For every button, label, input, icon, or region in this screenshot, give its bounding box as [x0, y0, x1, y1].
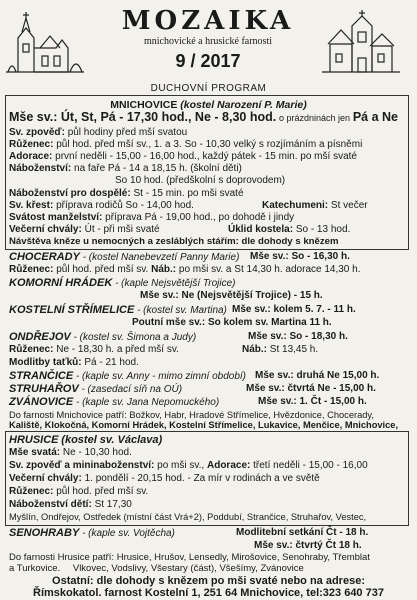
church-illustration-right [322, 8, 400, 74]
struharov-mass: Mše sv.: čtvrtá Ne - 15,00 h. [246, 383, 376, 394]
baptism-text: příprava rodičů So - 14,00 hod. [56, 200, 194, 211]
hrusice-rosary-line [9, 486, 148, 498]
mnichovice-holiday-days: Pá a Ne [352, 110, 398, 124]
hrusice-religion-line [9, 499, 132, 511]
marriage-label: Svátost manželství: [9, 212, 103, 223]
chocerady-rosary-text: půl hod. před mší sv. [56, 264, 149, 275]
hrusice-confession-line [9, 460, 368, 472]
zvanovice-mass: Mše sv.: 1. Čt - 15,00 h. [258, 396, 367, 407]
catechumen-label: Katechumeni: [262, 200, 329, 211]
struharov-church: - (zasedací síň na OÚ) [81, 384, 183, 395]
ondrejov-prayer-label: Modlitby taťků: [9, 357, 82, 368]
chocerady-rel-label: Náb.: [151, 264, 177, 275]
chocerady-church: - (kostel Nanebevzetí Panny Marie) [82, 252, 240, 263]
marriage-text: příprava Pá - 19,00 hod., po dohodě i jindy [105, 212, 295, 223]
parish-list-1: Do farnosti Mnichovice patří: Božkov, Habr, Hradové Střímelice, Hvězdonice, Chocerady, [9, 410, 374, 420]
visits-line: Návštěva kněze u nemocných a zesláblých stářím: dle dohody s knězem [9, 236, 339, 247]
strancice-line [9, 370, 246, 383]
chocerady-rel-text: po mši sv. a St 14,30 h. adorace 14,30 h. [178, 264, 361, 275]
strancice-church: - (kaple sv. Anny - mimo zimní období) [75, 371, 247, 382]
ondrejov-mass: Mše sv.: So - 18,30 h. [248, 331, 348, 342]
hrusice-confession-text: po mši sv., [157, 460, 205, 471]
baptism-label: Sv. křest: [9, 200, 54, 211]
mnichovice-mass-line [9, 111, 398, 125]
parish-list-line-3: Myšlín, Ondřejov, Ostředek (místní část Vrá+2), Poddubí, Strančice, Struhařov, Vestec, [9, 512, 367, 522]
hrusice-confession-label: Sv. zpověď a mininaboženství: [9, 460, 155, 471]
vespers-text: Út - při mši svaté [84, 224, 160, 235]
hrusice-heading [9, 434, 162, 447]
baptism-line [9, 200, 194, 212]
cleaning-label: Úklid kostela: [228, 224, 294, 235]
marriage-line [9, 212, 294, 224]
catechumen-text: St večer [330, 200, 368, 211]
ondrejov-rosary-line [9, 344, 179, 356]
chocerady-line [9, 251, 239, 264]
footer-line-2: Římskokatol. farnost Kostelní 1, 251 64 Mnichovice, tel:323 640 737 [33, 587, 384, 599]
cleaning-line [228, 224, 350, 236]
ondrejov-prayer-text: Pá - 21 hod. [84, 357, 139, 368]
ondrejov-name: ONDŘEJOV [9, 331, 71, 343]
religion-line [9, 163, 242, 175]
hrusice-vespers-text: 1. pondělí - 20,15 hod. - Za mír v rodinách a ve světě [84, 473, 320, 484]
senohraby-name: SENOHRABY [9, 527, 80, 539]
komorni-mass: Mše sv.: Ne (Nejsvětější Trojice) - 15 h. [140, 290, 323, 301]
religion-preschool: So 10 hod. (předškolní s doprovodem) [115, 175, 286, 186]
zvanovice-name: ZVÁNOVICE [9, 396, 74, 408]
hrusice-rosary-text: půl hod. před mší sv. [56, 486, 149, 497]
zvanovice-church: - (kaple sv. Jana Nepomuckého) [75, 397, 220, 408]
confession-text: půl hodiny před mší svatou [67, 127, 188, 138]
ondrejov-rel-line [242, 344, 318, 356]
chocerady-rosary-line [9, 264, 360, 276]
hrusice-list-line-2 [9, 563, 304, 575]
hrusice-name: HRUSICE [9, 434, 59, 446]
adoration-label: Adorace: [9, 151, 53, 162]
hrusice-adoration-label: Adorace: [206, 460, 251, 471]
ondrejov-rosary-label: Růženec: [9, 344, 54, 355]
hrusice-list-2: a Turkovice. [9, 563, 61, 574]
parish-list-line-1 [9, 410, 374, 421]
ondrejov-church: - (kostel sv. Šimona a Judy) [73, 332, 197, 343]
cleaning-text: So - 13 hod. [295, 224, 351, 235]
religion-text: na faře Pá - 14 a 18,15 h. (školní děti) [74, 163, 242, 174]
strimelice-pilgrimage: Poutní mše sv.: So kolem sv. Martina 11 h. [132, 317, 332, 328]
mnichovice-name: MNICHOVICE [110, 99, 178, 111]
parish-list-line-2: Kaliště, Klokočná, Komorní Hrádek, Kostelní Střímelice, Lukavice, Menčice, Mnichovice, [9, 420, 399, 430]
ondrejov-rel-label: Náb.: [242, 344, 267, 355]
bulletin-title: MOZAIKA [121, 6, 295, 36]
footer-line-1: Ostatní: dle dohody s knězem po mši svaté nebo na adrese: [52, 575, 365, 587]
confession-line [9, 127, 187, 139]
komorni-church: - (kaple Nejsvětější Trojice) [115, 278, 236, 289]
chocerady-mass: Mše sv.: So - 16,30 h. [250, 251, 350, 262]
struharov-line [9, 383, 182, 396]
komorni-line [9, 277, 235, 290]
senohraby-mass: Mše sv.: čtvrtý Čt 18 h. [254, 540, 362, 551]
hrusice-mass-text: Ne - 10,30 hod. [62, 447, 132, 458]
strimelice-church: - (kostel sv. Martina) [137, 305, 227, 316]
church-illustration-left [6, 8, 84, 74]
ondrejov-rel-text: St 13,45 h. [269, 344, 319, 355]
ondrejov-rosary-text: Ne - 18,30 h. a před mší sv. [56, 344, 179, 355]
struharov-name: STRUHAŘOV [9, 383, 79, 395]
mnichovice-mass: Mše sv.: Út, St, Pá - 17,30 hod., Ne - 8,30 hod. [9, 110, 277, 124]
adult-religion-line [9, 188, 244, 200]
adoration-line [9, 151, 357, 163]
vespers-line [9, 224, 160, 236]
hrusice-church: (kostel sv. Václava) [61, 434, 163, 446]
hrusice-vespers-line [9, 473, 320, 485]
vespers-label: Večerní chvály: [9, 224, 82, 235]
hrusice-mass-line [9, 447, 132, 459]
mnichovice-church: (kostel Narození P. Marie) [180, 99, 307, 111]
strimelice-line [9, 304, 227, 317]
hrusice-religion-text: St 17,30 [94, 499, 132, 510]
bulletin-subtitle: mnichovické a hrusické farnosti [143, 36, 272, 47]
program-heading: DUCHOVNÍ PROGRAM [150, 83, 267, 94]
adoration-text: první neděli - 15,00 - 16,00 hod., každý pátek - 15 min. po mší svaté [55, 151, 357, 162]
hrusice-adoration-text: třetí neděli - 15,00 - 16,00 [253, 460, 368, 471]
rosary-label: Růženec: [9, 139, 54, 150]
rosary-text: půl hod. před mší sv., 1. a 3. So - 10,30 velký s rozjímáním a písněmi [56, 139, 363, 150]
strancice-name: STRANČICE [9, 370, 74, 382]
confession-label: Sv. zpověď: [9, 127, 65, 138]
rosary-line [9, 139, 362, 151]
chocerady-name: CHOCERADY [9, 251, 80, 263]
strimelice-name: KOSTELNÍ STŘÍMELICE [9, 304, 135, 316]
senohraby-church: - (kaple sv. Vojtěcha) [82, 528, 175, 539]
adult-religion-text: St - 15 min. po mši svaté [133, 188, 244, 199]
catechumen-line [262, 200, 368, 212]
zvanovice-line [9, 396, 219, 409]
issue-number: 9 / 2017 [175, 51, 241, 71]
senohraby-line [9, 527, 175, 540]
parish-list-line-4: Vlkovec, Vodslivy, Všestary (část), Všešímy, Zvánovice [72, 563, 304, 574]
strancice-mass: Mše sv.: druhá Ne 15,00 h. [255, 370, 380, 381]
hrusice-religion-label: Náboženství dětí: [9, 499, 92, 510]
ondrejov-prayer-line [9, 357, 139, 369]
chocerady-rosary-label: Růženec: [9, 264, 54, 275]
adult-religion-label: Náboženství pro dospělé: [9, 188, 131, 199]
hrusice-vespers-label: Večerní chvály: [9, 473, 82, 484]
hrusice-rosary-label: Růženec: [9, 486, 54, 497]
mnichovice-holiday-note: o prázdninách jen [278, 113, 351, 123]
komorni-name: KOMORNÍ HRÁDEK [9, 277, 113, 289]
header [0, 0, 417, 78]
strimelice-mass: Mše sv.: kolem 5. 7. - 11 h. [232, 304, 356, 315]
ondrejov-line [9, 331, 196, 344]
senohraby-prayer: Modlitební setkání Čt - 18 h. [236, 527, 369, 538]
religion-label: Náboženství: [9, 163, 72, 174]
hrusice-list-line-1: Do farnosti Hrusice patří: Hrusice, Hrušov, Lensedly, Mirošovice, Senohraby, Třemblat [9, 552, 370, 563]
hrusice-mass-label: Mše svatá: [9, 447, 61, 458]
